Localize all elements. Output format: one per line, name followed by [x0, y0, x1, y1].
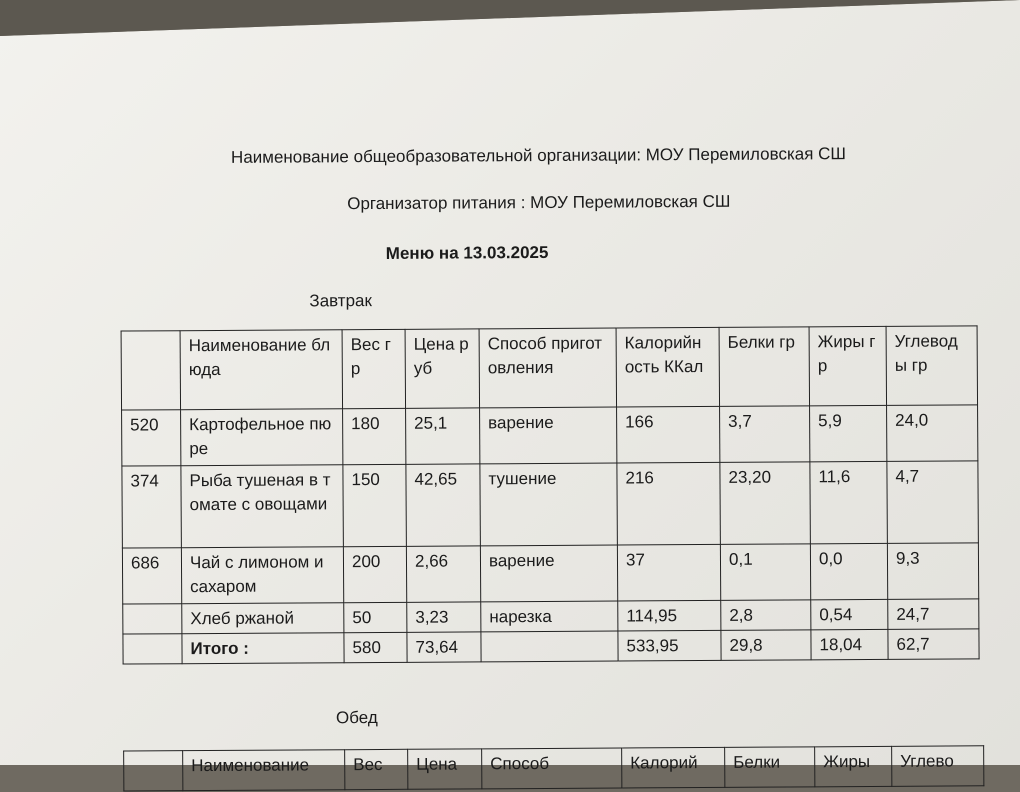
header-carbs: Углево: [892, 746, 984, 787]
row-calories: 166: [617, 406, 720, 463]
table-row: [122, 461, 978, 548]
row-fat: 0,0: [810, 543, 887, 599]
row-dish-name: Чай с лимоном и сахаром: [181, 547, 343, 604]
row-code: 686: [122, 548, 181, 604]
total-code: [123, 634, 182, 664]
total-carbs: 62,7: [888, 629, 979, 660]
header-price: Цена руб: [405, 329, 479, 408]
row-dish-name: Картофельное пюре: [181, 409, 343, 466]
header-method: Способ: [482, 748, 622, 789]
row-carbs: 9,3: [887, 543, 978, 600]
header-code: [124, 751, 183, 791]
row-weight: 50: [344, 602, 407, 632]
header-dish-name: Наименование блюда: [180, 330, 342, 410]
row-carbs: 4,7: [887, 461, 978, 544]
total-row: [123, 629, 979, 664]
row-dish-name: Хлеб ржаной: [182, 603, 344, 634]
row-fat: 5,9: [810, 405, 887, 461]
lunch-table: [123, 745, 984, 791]
row-price: 42,65: [406, 464, 480, 546]
header-carbs: Углеводы гр: [886, 326, 977, 406]
row-fat: 11,6: [810, 461, 887, 543]
row-protein: 2,8: [721, 600, 811, 631]
row-code: 374: [122, 466, 181, 548]
row-protein: 3,7: [720, 406, 810, 463]
row-weight: 200: [343, 546, 406, 602]
header-calories: Калорий: [622, 747, 725, 788]
table-row: [122, 405, 978, 466]
row-price: 2,66: [406, 546, 480, 602]
food-organizer: Организатор питания : МОУ Перемиловская СШ: [347, 191, 731, 214]
row-method: варение: [480, 545, 617, 602]
row-method: нарезка: [481, 601, 618, 632]
header-code: [121, 331, 180, 410]
breakfast-title: Завтрак: [309, 291, 372, 311]
breakfast-table: [121, 325, 980, 664]
total-method: [481, 631, 618, 662]
lunch-title: Обед: [335, 707, 378, 728]
row-code: 520: [122, 410, 181, 466]
row-code: [123, 604, 182, 634]
header-fat: Жиры гр: [809, 326, 886, 405]
row-price: 25,1: [406, 408, 480, 464]
row-carbs: 24,0: [887, 405, 978, 462]
header-price: Цена: [408, 749, 482, 789]
row-calories: 37: [617, 544, 720, 601]
header-method: Способ приготовления: [479, 328, 616, 408]
row-fat: 0,54: [811, 599, 888, 629]
total-label: Итого :: [182, 633, 344, 664]
organization-name: Наименование общеобразовательной организации: МОУ Перемиловская СШ: [230, 144, 847, 167]
header-dish-name: Наименование: [183, 750, 345, 791]
total-price: 73,64: [407, 632, 481, 662]
total-calories: 533,95: [618, 630, 721, 661]
total-weight: 580: [344, 632, 407, 662]
total-protein: 29,8: [721, 630, 811, 661]
header-calories: Калорийность ККал: [616, 327, 719, 407]
table-header-row: [121, 326, 977, 410]
row-calories: 114,95: [618, 600, 721, 631]
header-weight: Вес гр: [342, 329, 405, 408]
total-fat: 18,04: [811, 629, 888, 659]
header-weight: Вес: [345, 749, 408, 789]
row-carbs: 24,7: [888, 599, 979, 630]
row-weight: 150: [343, 464, 406, 546]
row-dish-name: Рыба тушеная в томате с овощами: [181, 465, 343, 548]
row-weight: 180: [343, 408, 406, 464]
menu-title: Меню на 13.03.2025: [385, 242, 549, 263]
row-price: 3,23: [407, 602, 481, 632]
header-fat: Жиры: [815, 746, 892, 786]
table-header-row: [124, 746, 984, 791]
row-protein: 0,1: [720, 544, 810, 601]
row-method: варение: [480, 407, 617, 464]
header-protein: Белки: [725, 747, 815, 788]
header-protein: Белки гр: [719, 327, 809, 407]
row-calories: 216: [617, 462, 720, 545]
row-protein: 23,20: [720, 462, 810, 545]
table-row: [122, 543, 978, 604]
row-method: тушение: [480, 463, 617, 546]
